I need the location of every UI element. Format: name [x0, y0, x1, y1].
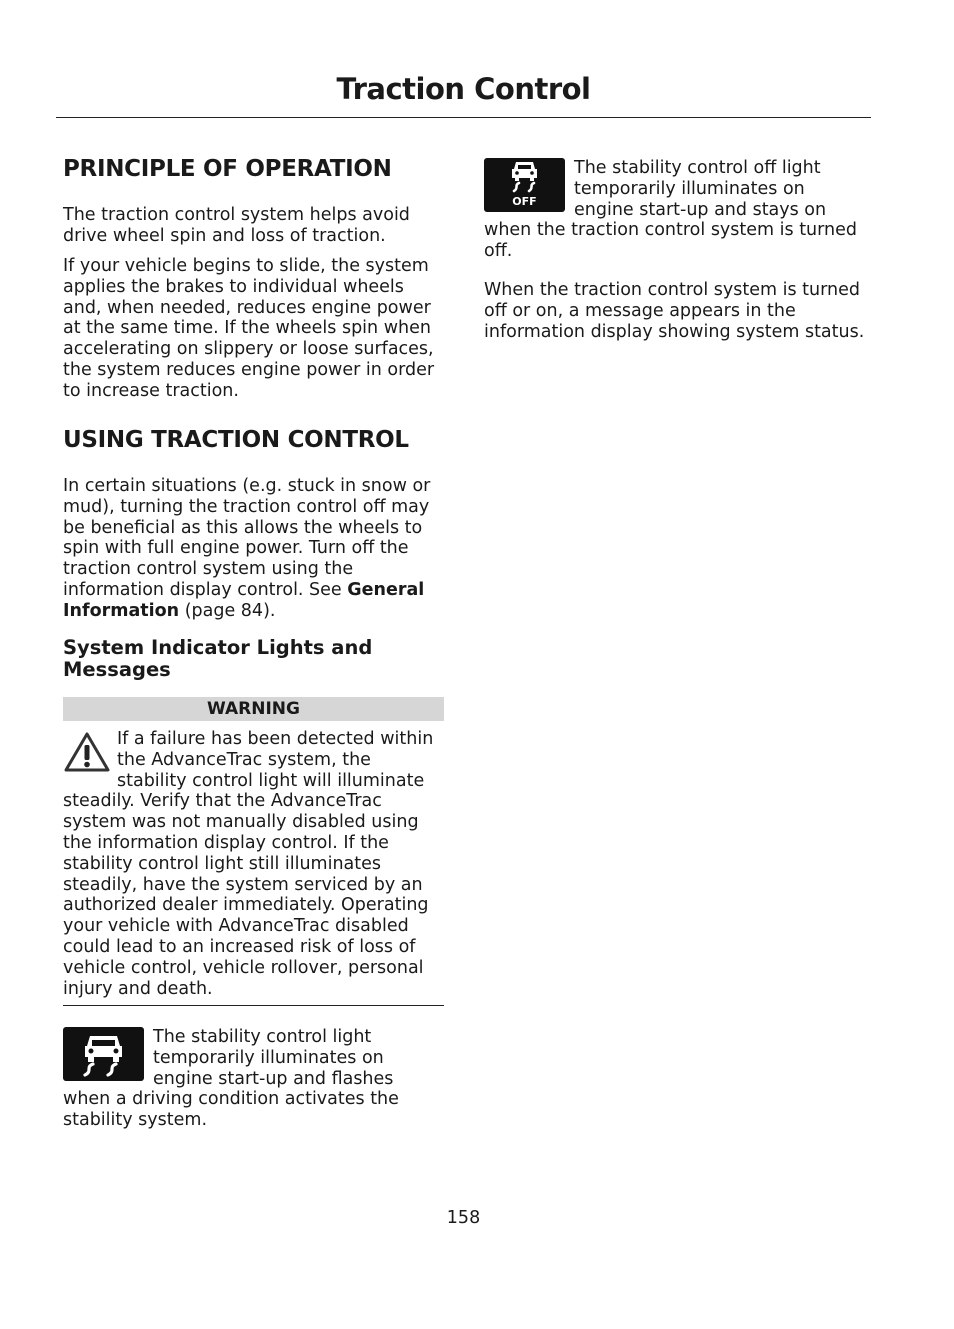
stability-light-text: The stability control light temporarily illuminates on engine start-up and flashes when a driving condition activates the stability system.	[63, 1027, 399, 1131]
using-heading: USING TRACTION CONTROL	[63, 427, 409, 453]
status-message-text: When the traction control system is turned off or on, a message appears in the information display showing system status.	[484, 280, 865, 342]
page-title: Traction Control	[336, 72, 591, 106]
off-light-block	[484, 158, 868, 262]
warning-block	[63, 729, 444, 999]
warning-text: If a failure has been detected within the AdvanceTrac system, the stability control light will illuminate steadily. Verify that the AdvanceTrac system was not manually disabled using the information display control. If the stability control light still illuminates steadily, have the system serviced by an authorized dealer immediately. Operating your vehicle with AdvanceTrac disabled could lead to an increased risk of loss of vehicle control, vehicle rollover, personal injury and death.	[63, 729, 434, 999]
principle-heading: PRINCIPLE OF OPERATION	[63, 156, 392, 182]
off-icon-label: OFF	[512, 195, 537, 208]
stability-control-icon	[63, 1027, 144, 1081]
general-information-link[interactable]: General Information	[63, 579, 425, 621]
stability-light-block	[63, 1027, 444, 1131]
using-paragraph	[63, 476, 447, 622]
page-reference: (page 84).	[179, 600, 276, 621]
warning-triangle-icon	[63, 731, 111, 773]
principle-paragraph-2: If your vehicle begins to slide, the system applies the brakes to individual wheels and, when needed, reduces engine power at the same time. If the wheels spin when accelerating on slippery or loose surfaces, the system reduces engine power in order to increase traction.	[63, 256, 435, 401]
off-light-text: The stability control off light temporarily illuminates on engine start-up and stays on when the traction control system is turned off.	[484, 158, 857, 262]
principle-paragraph-1: The traction control system helps avoid drive wheel spin and loss of traction.	[63, 205, 410, 246]
indicators-heading: System Indicator Lights and Messages	[63, 636, 373, 681]
title-divider	[56, 117, 871, 118]
stability-control-off-icon	[484, 158, 565, 212]
warning-label: WARNING	[63, 697, 444, 721]
page-number: 158	[446, 1208, 481, 1228]
using-paragraph-text: In certain situations (e.g. stuck in snow or mud), turning the traction control off may be beneficial as this allows the wheels to spin with full engine power. Turn off the traction control system using the information display control. See	[63, 476, 431, 600]
warning-end-divider	[63, 1005, 444, 1006]
